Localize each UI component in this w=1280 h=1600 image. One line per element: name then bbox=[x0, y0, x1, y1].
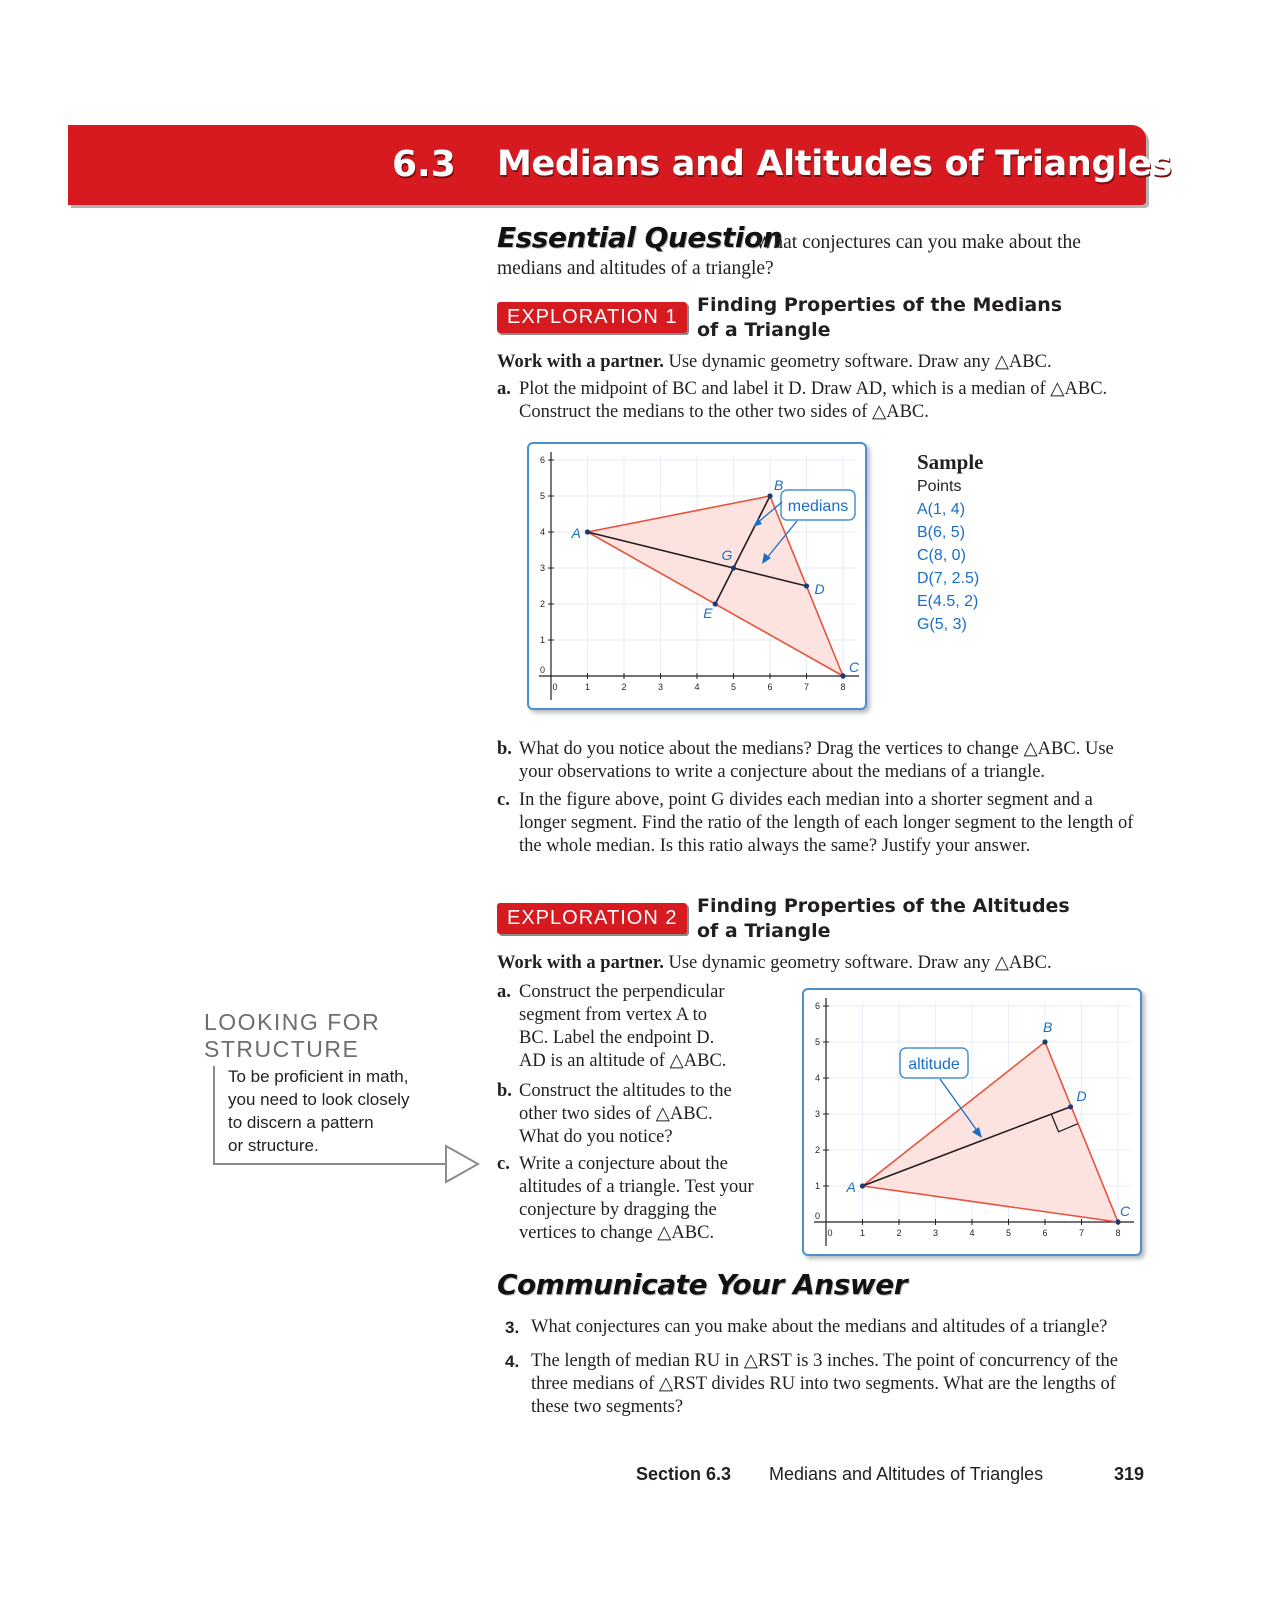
y-tick-label: 3 bbox=[539, 563, 545, 573]
altitude-callout-label: altitude bbox=[908, 1056, 960, 1073]
point-g bbox=[731, 565, 736, 570]
y-tick-label: 5 bbox=[539, 491, 545, 501]
y-tick-label: 6 bbox=[539, 455, 545, 465]
footer-section: Section 6.3 bbox=[636, 1464, 732, 1484]
question-3-number: 3. bbox=[505, 1318, 520, 1337]
item-a-label: a. bbox=[497, 379, 511, 399]
point-label-g: G bbox=[721, 547, 733, 563]
callout-heading-line: STRUCTURE bbox=[204, 1036, 360, 1062]
medians-callout-label: medians bbox=[787, 498, 849, 515]
item-a-label: a. bbox=[497, 982, 511, 1002]
exploration-2-intro-text: Use dynamic geometry software. Draw any △ABC. bbox=[668, 953, 1052, 973]
item-c-text bbox=[519, 1153, 759, 1245]
question-3-text: What conjectures can you make about the medians and altitudes of a triangle? bbox=[531, 1317, 1108, 1337]
essential-question-heading: Essential Question bbox=[497, 221, 783, 254]
x-tick-label: 0 bbox=[552, 682, 558, 692]
y-tick-label: 0 bbox=[539, 665, 545, 675]
section-number: 6.3 bbox=[392, 144, 456, 185]
exploration-2-title-line2: of a Triangle bbox=[697, 920, 831, 942]
x-tick-label: 3 bbox=[657, 682, 664, 692]
x-tick-label: 8 bbox=[840, 682, 846, 692]
point-label-b: B bbox=[1043, 1019, 1053, 1035]
item-c-line: Write a conjecture about the bbox=[519, 1154, 728, 1174]
exploration-2-item-c bbox=[497, 1153, 757, 1249]
point-label-a: A bbox=[571, 525, 581, 541]
point-d bbox=[804, 583, 809, 588]
exploration-2-item-a bbox=[497, 981, 757, 1077]
y-tick-label: 1 bbox=[539, 635, 545, 645]
point-c bbox=[1115, 1219, 1120, 1224]
question-4-text: The length of median RU in △RST is 3 inches. The point of concurrency of the three medians of △RST divides RU into two segments. What are the lengths of these two segments? bbox=[531, 1351, 1118, 1417]
callout-heading-line: LOOKING FOR bbox=[204, 1009, 381, 1035]
item-c-line: vertices to change △ABC. bbox=[519, 1223, 715, 1243]
exploration-2-intro bbox=[497, 952, 1052, 974]
item-a-text bbox=[519, 981, 759, 1073]
x-tick-label: 6 bbox=[1042, 1228, 1048, 1238]
exploration-2-intro-bold: Work with a partner. bbox=[497, 953, 664, 973]
item-a-line: AD is an altitude of △ABC. bbox=[519, 1051, 727, 1071]
sample-point-c: C(8, 0) bbox=[917, 547, 966, 564]
x-tick-label: 7 bbox=[803, 682, 810, 692]
communicate-heading: Communicate Your Answer bbox=[497, 1268, 908, 1301]
callout-text-line: to discern a pattern bbox=[228, 1113, 374, 1132]
x-tick-label: 4 bbox=[969, 1228, 975, 1238]
callout-text-line: To be proficient in math, bbox=[228, 1067, 409, 1086]
exploration-1-title-line2: of a Triangle bbox=[697, 319, 831, 341]
x-tick-label: 1 bbox=[584, 682, 591, 692]
section-title: Medians and Altitudes of Triangles bbox=[497, 144, 1172, 184]
item-c-label: c. bbox=[497, 1154, 510, 1174]
medians-graph bbox=[527, 442, 867, 710]
exploration-2-title bbox=[697, 894, 1070, 944]
exploration-2-item-b bbox=[497, 1080, 757, 1152]
y-tick-label: 6 bbox=[814, 1001, 820, 1011]
y-tick-label: 0 bbox=[814, 1211, 820, 1221]
item-b-line: other two sides of △ABC. bbox=[519, 1104, 713, 1124]
y-tick-label: 2 bbox=[539, 599, 545, 609]
x-tick-label: 4 bbox=[694, 682, 700, 692]
sample-subheading: Points bbox=[917, 478, 962, 495]
y-tick-label: 5 bbox=[814, 1037, 820, 1047]
exploration-1-intro-bold: Work with a partner. bbox=[497, 352, 664, 372]
sample-point-e: E(4.5, 2) bbox=[917, 593, 979, 610]
callout-text-line: you need to look closely bbox=[228, 1090, 410, 1109]
looking-for-structure-text bbox=[228, 1065, 409, 1157]
item-b-label: b. bbox=[497, 739, 512, 759]
point-label-c: C bbox=[1120, 1203, 1131, 1219]
item-a-line: Construct the perpendicular bbox=[519, 982, 725, 1002]
exploration-1-intro-text: Use dynamic geometry software. Draw any △ABC. bbox=[668, 352, 1052, 372]
x-tick-label: 5 bbox=[1005, 1228, 1012, 1238]
point-label-a: A bbox=[846, 1179, 856, 1195]
exploration-1-title-line1: Finding Properties of the Medians bbox=[697, 294, 1063, 316]
exploration-1-badge: EXPLORATION 1 bbox=[497, 302, 687, 333]
sample-point-d: D(7, 2.5) bbox=[917, 570, 980, 587]
item-a-text: Plot the midpoint of BC and label it D. Draw AD, which is a median of △ABC. Construct the medians to the other two sides of △ABC. bbox=[519, 379, 1108, 422]
point-label-c: C bbox=[849, 659, 860, 675]
sample-point-a: A(1, 4) bbox=[917, 501, 966, 518]
x-tick-label: 1 bbox=[859, 1228, 866, 1238]
footer-page-number: 319 bbox=[1114, 1464, 1145, 1484]
point-label-b: B bbox=[774, 477, 784, 493]
exploration-1-title bbox=[697, 293, 1062, 343]
item-c-text: In the figure above, point G divides each median into a shorter segment and a longer segment. Find the ratio of the length of each longer segment to the length of the whole median. Is this ratio always the same? Justify your answer. bbox=[519, 790, 1134, 856]
item-c-label: c. bbox=[497, 790, 510, 810]
point-e bbox=[713, 601, 718, 606]
point-a bbox=[585, 529, 590, 534]
point-b bbox=[767, 493, 772, 498]
altitude-graph bbox=[802, 988, 1142, 1256]
point-c bbox=[840, 673, 845, 678]
y-tick-label: 4 bbox=[814, 1073, 820, 1083]
callout-text-line: or structure. bbox=[228, 1136, 319, 1155]
y-tick-label: 3 bbox=[814, 1109, 820, 1119]
item-b-text bbox=[519, 1080, 759, 1149]
item-c-line: conjecture by dragging the bbox=[519, 1200, 717, 1220]
x-tick-label: 6 bbox=[767, 682, 773, 692]
item-b-line: Construct the altitudes to the bbox=[519, 1081, 732, 1101]
altitude-graph-svg bbox=[804, 990, 1140, 1254]
point-b bbox=[1042, 1039, 1047, 1044]
exploration-2-badge: EXPLORATION 2 bbox=[497, 903, 687, 934]
x-tick-label: 8 bbox=[1115, 1228, 1121, 1238]
point-label-e: E bbox=[703, 605, 713, 621]
x-tick-label: 7 bbox=[1078, 1228, 1085, 1238]
y-tick-label: 1 bbox=[814, 1181, 820, 1191]
x-tick-label: 2 bbox=[896, 1228, 902, 1238]
y-tick-label: 2 bbox=[814, 1145, 820, 1155]
item-b-text: What do you notice about the medians? Drag the vertices to change △ABC. Use your observations to write a conjecture about the medians of a triangle. bbox=[519, 739, 1114, 782]
item-b-label: b. bbox=[497, 1081, 512, 1101]
item-a-line: segment from vertex A to bbox=[519, 1005, 708, 1025]
y-tick-label: 4 bbox=[539, 527, 545, 537]
point-a bbox=[860, 1183, 865, 1188]
point-d bbox=[1068, 1104, 1073, 1109]
exploration-1-intro bbox=[497, 351, 1052, 373]
footer-title: Medians and Altitudes of Triangles bbox=[769, 1464, 1044, 1484]
callout-arrowhead bbox=[446, 1146, 478, 1182]
question-4-number: 4. bbox=[505, 1352, 520, 1371]
sample-heading: Sample bbox=[917, 450, 984, 474]
x-tick-label: 5 bbox=[730, 682, 737, 692]
essential-question-text: What conjectures can you make about the medians and altitudes of a triangle? bbox=[497, 232, 1081, 279]
exploration-2-title-line1: Finding Properties of the Altitudes bbox=[697, 895, 1070, 917]
item-a-line: BC. Label the endpoint D. bbox=[519, 1028, 715, 1048]
medians-graph-svg bbox=[529, 444, 865, 708]
x-tick-label: 3 bbox=[932, 1228, 939, 1238]
x-tick-label: 0 bbox=[827, 1228, 833, 1238]
sample-point-g: G(5, 3) bbox=[917, 616, 967, 633]
item-b-line: What do you notice? bbox=[519, 1127, 673, 1147]
looking-for-structure-heading bbox=[204, 1009, 380, 1063]
sample-points-list bbox=[917, 498, 979, 636]
point-label-d: D bbox=[1076, 1087, 1087, 1104]
sample-point-b: B(6, 5) bbox=[917, 524, 966, 541]
item-c-line: altitudes of a triangle. Test your bbox=[519, 1177, 754, 1197]
point-label-d: D bbox=[814, 581, 825, 597]
x-tick-label: 2 bbox=[621, 682, 627, 692]
